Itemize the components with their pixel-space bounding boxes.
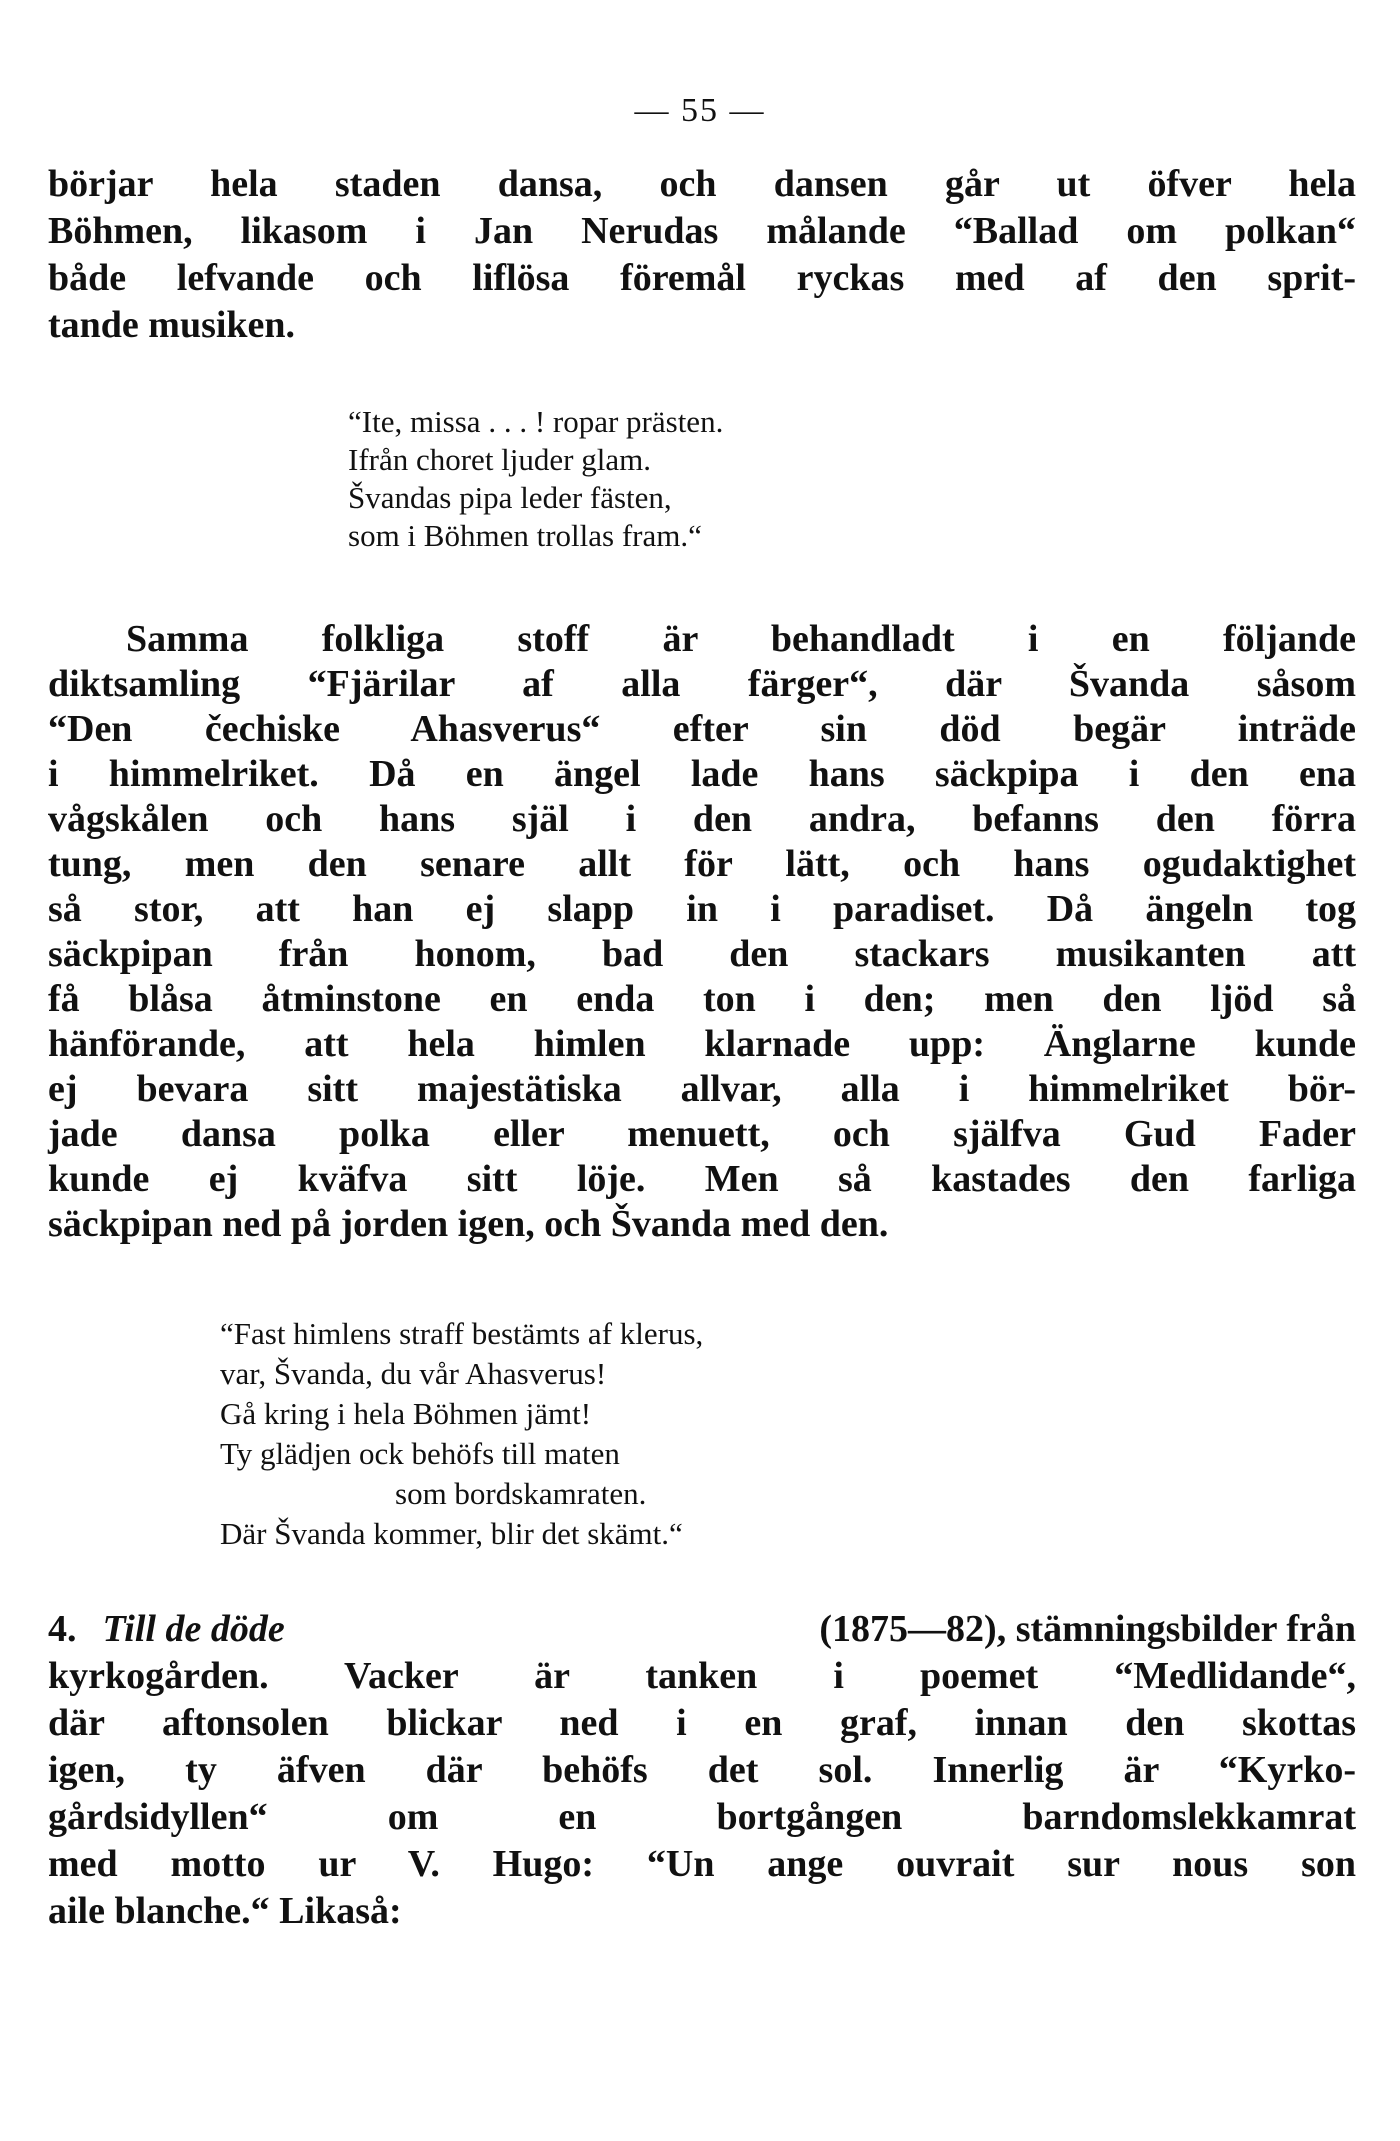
verse-line: som i Böhmen trollas fram.“ bbox=[348, 518, 702, 553]
text-line: tung, men den senare allt för lätt, och hans ogudaktighet bbox=[48, 843, 1356, 885]
text-line: säckpipan ned på jorden igen, och Švanda med den. bbox=[48, 1203, 889, 1245]
text-line: diktsamling “Fjärilar af alla färger“, där Švanda såsom bbox=[48, 663, 1356, 705]
text-line: igen, ty äfven där behöfs det sol. Innerlig är “Kyrko- bbox=[48, 1749, 1356, 1791]
section-number: 4. bbox=[48, 1608, 77, 1650]
verse-line: Švandas pipa leder fästen, bbox=[348, 480, 672, 515]
text-line: vågskålen och hans själ i den andra, befanns den förra bbox=[48, 798, 1356, 840]
verse-line: “Ite, missa . . . ! ropar prästen. bbox=[348, 404, 724, 439]
text-line: tande musiken. bbox=[48, 304, 296, 346]
verse-line: var, Švanda, du vår Ahasverus! bbox=[220, 1356, 607, 1391]
text-line: hänförande, att hela himlen klarnade upp: Änglarne kunde bbox=[48, 1023, 1356, 1065]
section-heading-rest: (1875—82), stämningsbilder från bbox=[819, 1608, 1356, 1650]
verse-line: Ty glädjen ock behöfs till maten bbox=[220, 1436, 620, 1471]
text-line: få blåsa åtminstone en enda ton i den; men den ljöd så bbox=[48, 978, 1356, 1020]
text-line: ej bevara sitt majestätiska allvar, alla i himmelriket bör- bbox=[48, 1068, 1356, 1110]
text-line: där aftonsolen blickar ned i en graf, innan den skottas bbox=[48, 1702, 1356, 1744]
text-line: Böhmen, likasom i Jan Nerudas målande “Ballad om polkan“ bbox=[48, 210, 1356, 252]
text-line: gårdsidyllen“ om en bortgången barndomslekkamrat bbox=[48, 1796, 1356, 1838]
text-line: aile blanche.“ Likaså: bbox=[48, 1890, 402, 1932]
text-line: i himmelriket. Då en ängel lade hans säckpipa i den ena bbox=[48, 753, 1356, 795]
verse-line: Gå kring i hela Böhmen jämt! bbox=[220, 1396, 592, 1431]
verse-line: Ifrån choret ljuder glam. bbox=[348, 442, 651, 477]
text-line: “Den čechiske Ahasverus“ efter sin död begär inträde bbox=[48, 708, 1356, 750]
verse-line: “Fast himlens straff bestämts af klerus, bbox=[220, 1316, 704, 1351]
page-number: — 55 — bbox=[634, 92, 766, 129]
text-line: med motto ur V. Hugo: “Un ange ouvrait sur nous son bbox=[48, 1843, 1356, 1885]
text-line: Samma folkliga stoff är behandladt i en följande bbox=[126, 618, 1356, 660]
text-line: kyrkogården. Vacker är tanken i poemet “Medlidande“, bbox=[48, 1655, 1356, 1697]
text-line: så stor, att han ej slapp in i paradiset. Då ängeln tog bbox=[48, 888, 1356, 930]
text-line: både lefvande och liflösa föremål ryckas med af den sprit- bbox=[48, 257, 1356, 299]
text-line: jade dansa polka eller menuett, och själfva Gud Fader bbox=[48, 1113, 1356, 1155]
verse-line: Där Švanda kommer, blir det skämt.“ bbox=[220, 1516, 683, 1551]
text-line: säckpipan från honom, bad den stackars musikanten att bbox=[48, 933, 1356, 975]
text-line: kunde ej kväfva sitt löje. Men så kastades den farliga bbox=[48, 1158, 1356, 1200]
section-heading-lead bbox=[48, 1607, 285, 1651]
section-title: Till de döde bbox=[102, 1608, 285, 1650]
text-line: börjar hela staden dansa, och dansen går ut öfver hela bbox=[48, 163, 1356, 205]
verse-line: som bordskamraten. bbox=[395, 1476, 647, 1511]
section-heading-line bbox=[48, 1607, 1356, 1651]
